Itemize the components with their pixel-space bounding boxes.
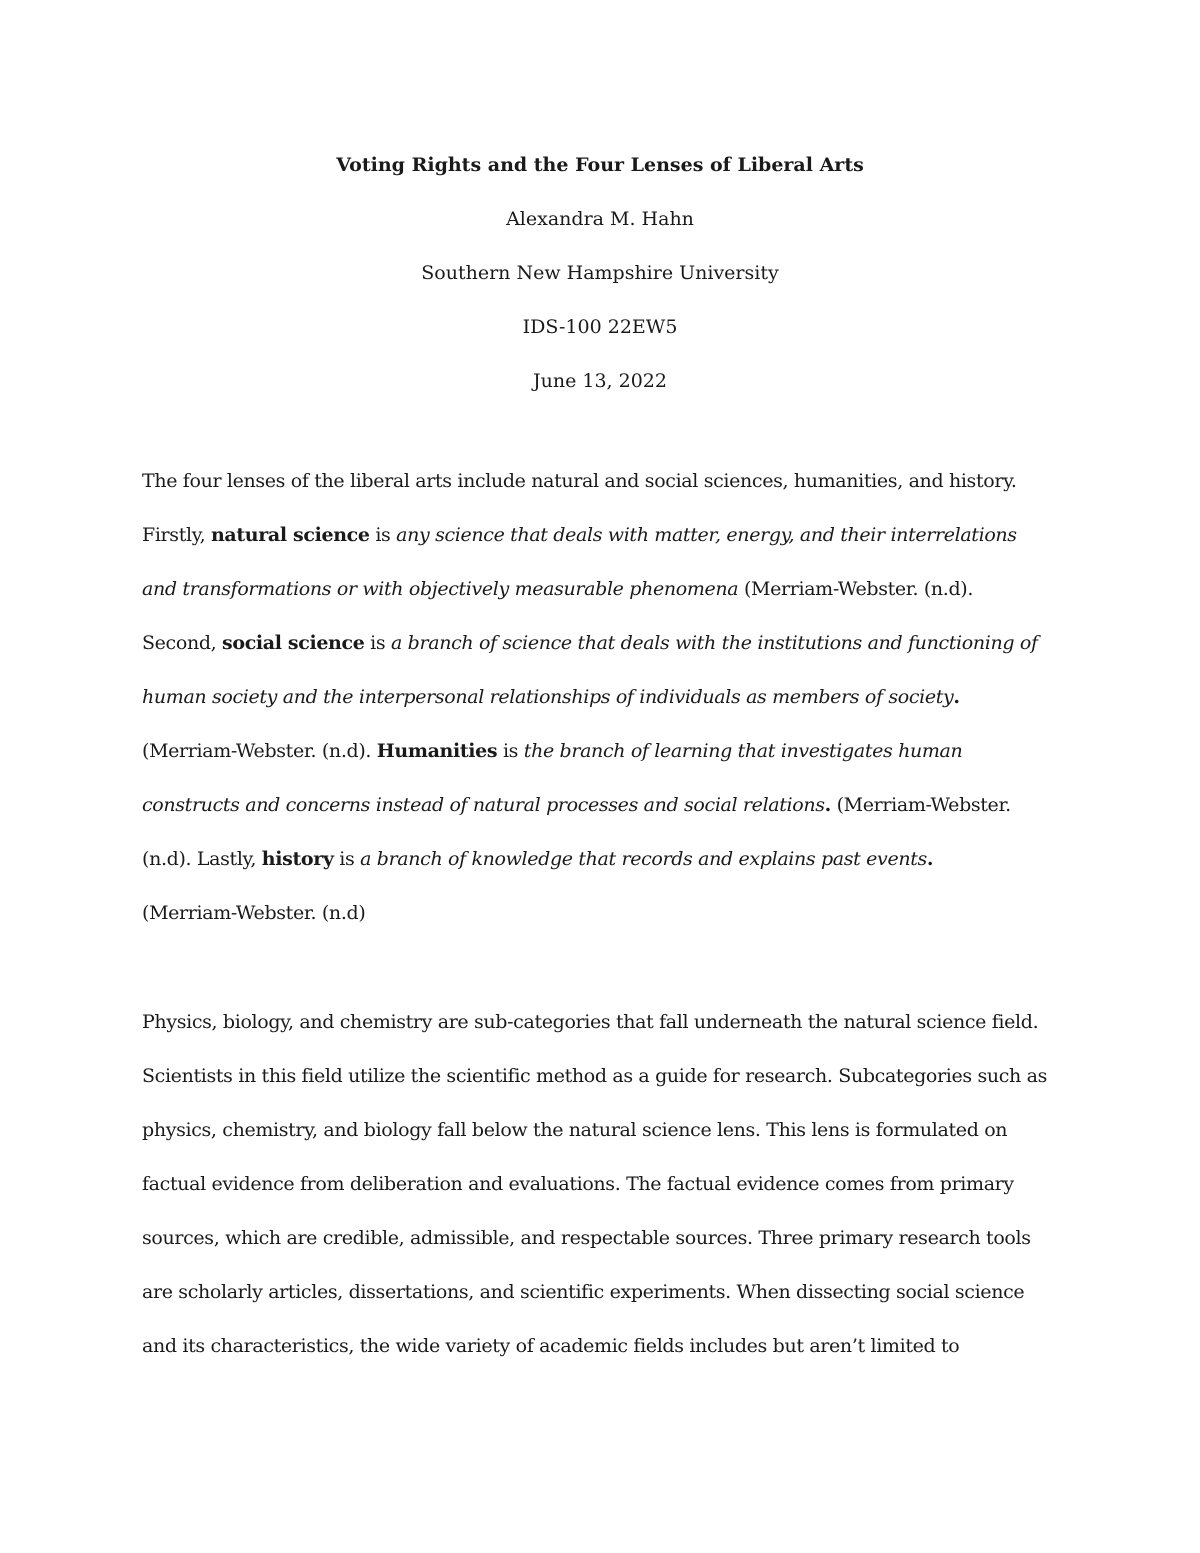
paper-date: June 13, 2022 <box>533 370 667 392</box>
citation: (Merriam-Webster. (n.d). <box>738 578 974 600</box>
text-line <box>142 454 1072 508</box>
term-history: history <box>261 848 334 870</box>
author-name: Alexandra M. Hahn <box>506 208 694 230</box>
definition-natural-science: and transformations or with objectively measurable phenomena <box>142 578 739 600</box>
text-run: is <box>333 848 361 870</box>
text-line <box>142 778 1072 832</box>
text-run: . <box>824 794 831 816</box>
text-run: Second, <box>142 632 223 654</box>
text-line <box>142 670 1072 724</box>
text-line: Scientists in this field utilize the scientific method as a guide for research. Subcategories such as <box>142 1065 1047 1087</box>
text-line: sources, which are credible, admissible, and respectable sources. Three primary research tools <box>142 1227 1031 1249</box>
text-line: Physics, biology, and chemistry are sub-categories that fall underneath the natural science field. <box>142 1011 1039 1033</box>
text-run: . <box>926 848 934 870</box>
title-block <box>0 138 1200 408</box>
citation: (Merriam-Webster. (n.d). <box>142 740 377 762</box>
text-run: The four lenses of the liberal arts include natural and social sciences, humanities, and history. <box>142 470 1017 492</box>
text-line: physics, chemistry, and biology fall below the natural science lens. This lens is formulated on <box>142 1119 1008 1141</box>
definition-social-science: human society and the interpersonal relationships of individuals as members of society <box>142 686 954 708</box>
citation: (Merriam-Webster. (n.d) <box>142 902 366 924</box>
definition-social-science: a branch of science that deals with the institutions and functioning of <box>391 632 1038 654</box>
citation: (Merriam-Webster. <box>830 794 1011 816</box>
text-line <box>142 562 1072 616</box>
text-run: is <box>497 740 524 762</box>
definition-history: a branch of knowledge that records and explains past events <box>360 848 927 870</box>
text-line: and its characteristics, the wide variety of academic fields includes but aren’t limited to <box>142 1335 960 1357</box>
text-line <box>142 886 1072 940</box>
definition-humanities: constructs and concerns instead of natural processes and social relations <box>142 794 825 816</box>
text-line <box>142 832 1072 886</box>
text-line <box>142 616 1072 670</box>
paper-title: Voting Rights and the Four Lenses of Liberal Arts <box>336 154 864 176</box>
text-run: is <box>364 632 391 654</box>
institution-name: Southern New Hampshire University <box>421 262 779 284</box>
definition-natural-science: any science that deals with matter, energy, and their interrelations <box>396 524 1017 546</box>
term-social-science: social science <box>222 632 365 654</box>
text-run: is <box>369 524 397 546</box>
term-humanities: Humanities <box>376 740 498 762</box>
text-run: . <box>953 686 960 708</box>
paragraph-four-lenses <box>142 454 1072 940</box>
text-line <box>142 724 1072 778</box>
term-natural-science: natural science <box>210 524 370 546</box>
citation: (n.d). Lastly, <box>142 848 262 870</box>
text-line: are scholarly articles, dissertations, and scientific experiments. When dissecting social science <box>142 1281 1025 1303</box>
text-run: Firstly, <box>142 524 211 546</box>
text-line: factual evidence from deliberation and evaluations. The factual evidence comes from primary <box>142 1173 1014 1195</box>
text-line <box>142 508 1072 562</box>
course-code: IDS-100 22EW5 <box>522 316 678 338</box>
definition-humanities: the branch of learning that investigates human <box>523 740 963 762</box>
paragraph-natural-science <box>142 995 1072 1373</box>
